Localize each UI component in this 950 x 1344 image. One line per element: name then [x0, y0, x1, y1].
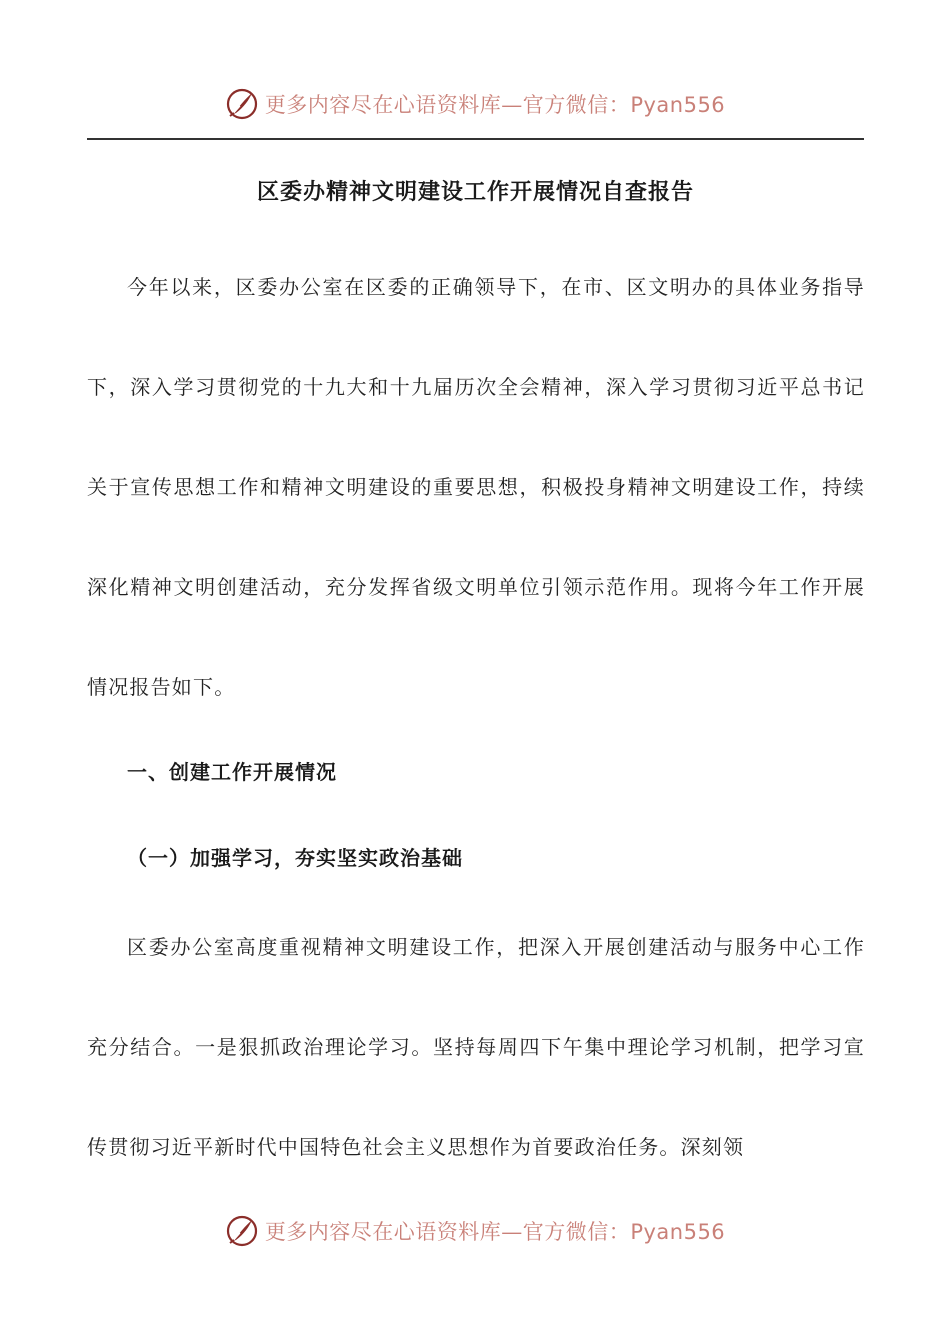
subsection-heading: （一）加强学习，夯实坚实政治基础	[127, 846, 463, 870]
wechat-id: Pyan556	[630, 1220, 726, 1244]
intro-paragraph: 今年以来，区委办公室在区委的正确领导下，在市、区文明办的具体业务指导下，深入学习贯彻党的十九大和十九届历次全会精神，深入学习贯彻习近平总书记关于宣传思想工作和精神文明建设的重要思想，积极投身精神文明建设工作，持续深化精神文明创建活动，充分发挥省级文明单位引领示范作用。现将今年工作开展情况报告如下。	[87, 275, 865, 699]
section-heading: 一、创建工作开展情况	[127, 760, 337, 784]
header-divider	[87, 138, 864, 140]
banner-text: 更多内容尽在心语资料库—官方微信：Pyan556	[264, 1220, 726, 1244]
header-watermark-banner	[0, 84, 950, 124]
wechat-id: Pyan556	[630, 93, 726, 117]
subsection-paragraph: 区委办公室高度重视精神文明建设工作，把深入开展创建活动与服务中心工作充分结合。一是狠抓政治理论学习。坚持每周四下午集中理论学习机制，把学习宣传贯彻习近平新时代中国特色社会主义思想作为首要政治任务。深刻领	[87, 935, 865, 1159]
quill-pen-logo-icon	[225, 87, 259, 121]
document-title: 区委办精神文明建设工作开展情况自查报告	[256, 180, 694, 205]
quill-pen-logo-icon	[225, 1214, 259, 1248]
footer-watermark-banner	[0, 1211, 950, 1251]
banner-text: 更多内容尽在心语资料库—官方微信：Pyan556	[264, 93, 726, 117]
